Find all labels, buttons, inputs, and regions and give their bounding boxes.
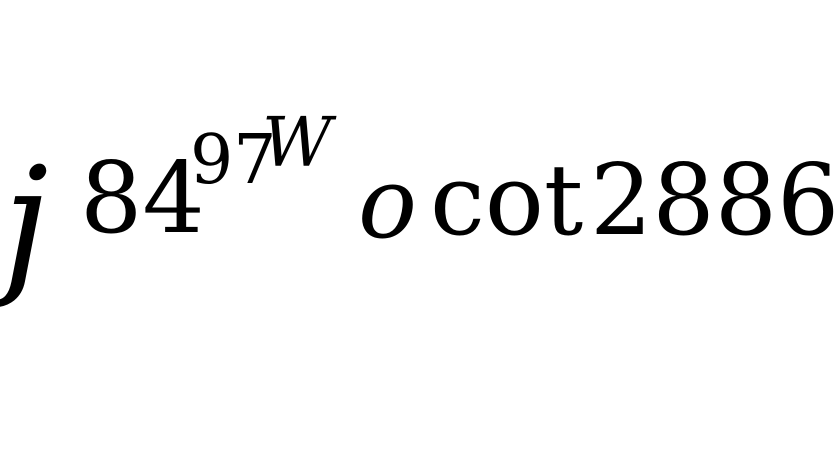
argument-2886: 2886 [590,144,839,258]
base-variable-j: j [2,136,49,310]
superscript-exponent-w: W [262,104,332,183]
variable-o: o [358,147,418,261]
superscript-exponent-97: 97 [190,121,277,200]
function-cot: cot [430,144,584,258]
superscript-84: 84 [80,142,205,256]
